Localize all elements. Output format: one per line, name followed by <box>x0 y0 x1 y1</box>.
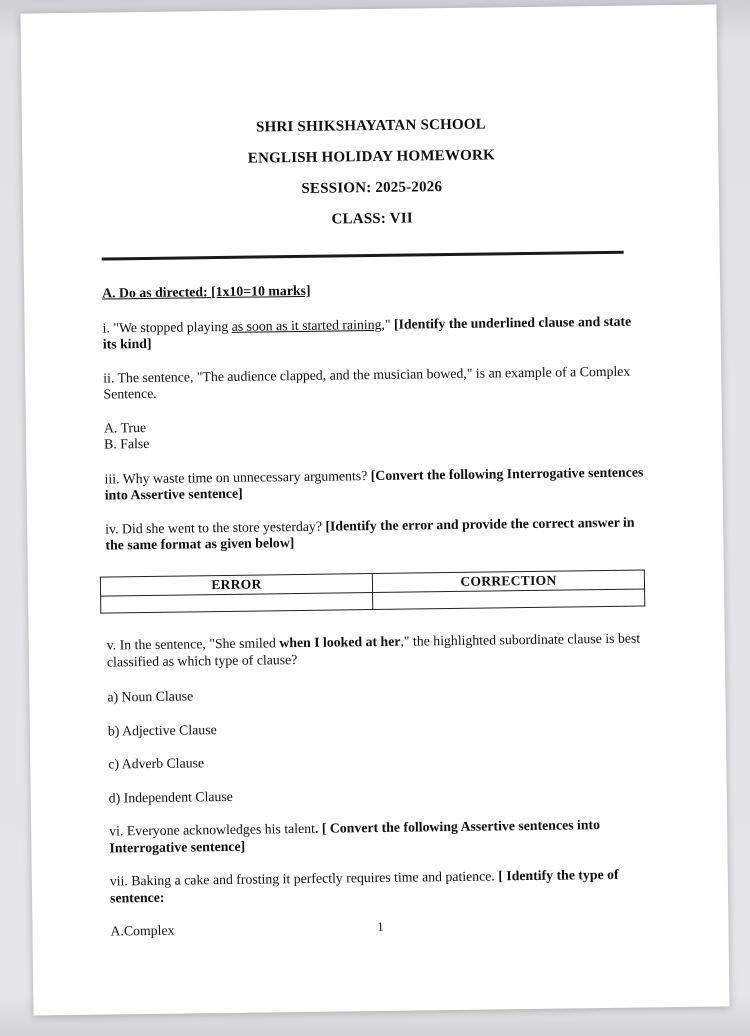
document-content <box>20 4 728 941</box>
option-b: b) Adjective Clause <box>107 721 217 739</box>
question-vii-option-a: A.Complex <box>110 922 175 939</box>
school-name: SHRI SHIKSHAYATAN SCHOOL <box>255 116 487 136</box>
question-iii: iii. Why waste time on unnecessary arguments? [Convert the following Interrogative sentences into Assertive sentence] <box>104 463 644 503</box>
homework-title: ENGLISH HOLIDAY HOMEWORK <box>247 147 496 167</box>
option-a: a) Noun Clause <box>107 688 194 705</box>
table-header-error: ERROR <box>100 573 372 596</box>
class-line: CLASS: VII <box>331 210 413 228</box>
question-i: i. "We stopped playing as soon as it started raining," [Identify the underlined clause and state its kind] <box>102 313 632 352</box>
divider-line <box>102 251 624 261</box>
table-header-correction: CORRECTION <box>372 569 644 592</box>
question-ii: ii. The sentence, "The audience clapped, and the musician bowed," is an example of a Complex Sentence. <box>103 363 631 402</box>
question-vi: vi. Everyone acknowledges his talent. [ Convert the following Assertive sentences into Interrogative sentence] <box>109 817 601 856</box>
document-page <box>20 4 729 1015</box>
question-ii-options <box>104 413 646 453</box>
question-iv: iv. Did she went to the store yesterday? [Identify the error and provide the correct answer in the same format as given below] <box>105 514 635 553</box>
option-c: c) Adverb Clause <box>108 755 205 772</box>
table-cell-error <box>101 593 373 614</box>
question-v: v. In the sentence, "She smiled when I looked at her," the highlighted subordinate clause is best classified as which type of clause? <box>106 630 641 670</box>
section-heading: A. Do as directed: [1x10=10 marks] <box>102 282 311 301</box>
error-correction-table <box>100 569 645 614</box>
option-d: d) Independent Clause <box>108 788 233 806</box>
option-true: A. True <box>103 419 147 436</box>
table-cell-correction <box>373 589 645 610</box>
question-vii: vii. Baking a cake and frosting it perfectly requires time and patience. [ Identify the type of sentence: <box>109 866 619 906</box>
page-number: 1 <box>377 918 384 935</box>
session-line: SESSION: 2025-2026 <box>301 179 443 197</box>
option-false: B. False <box>104 435 150 452</box>
